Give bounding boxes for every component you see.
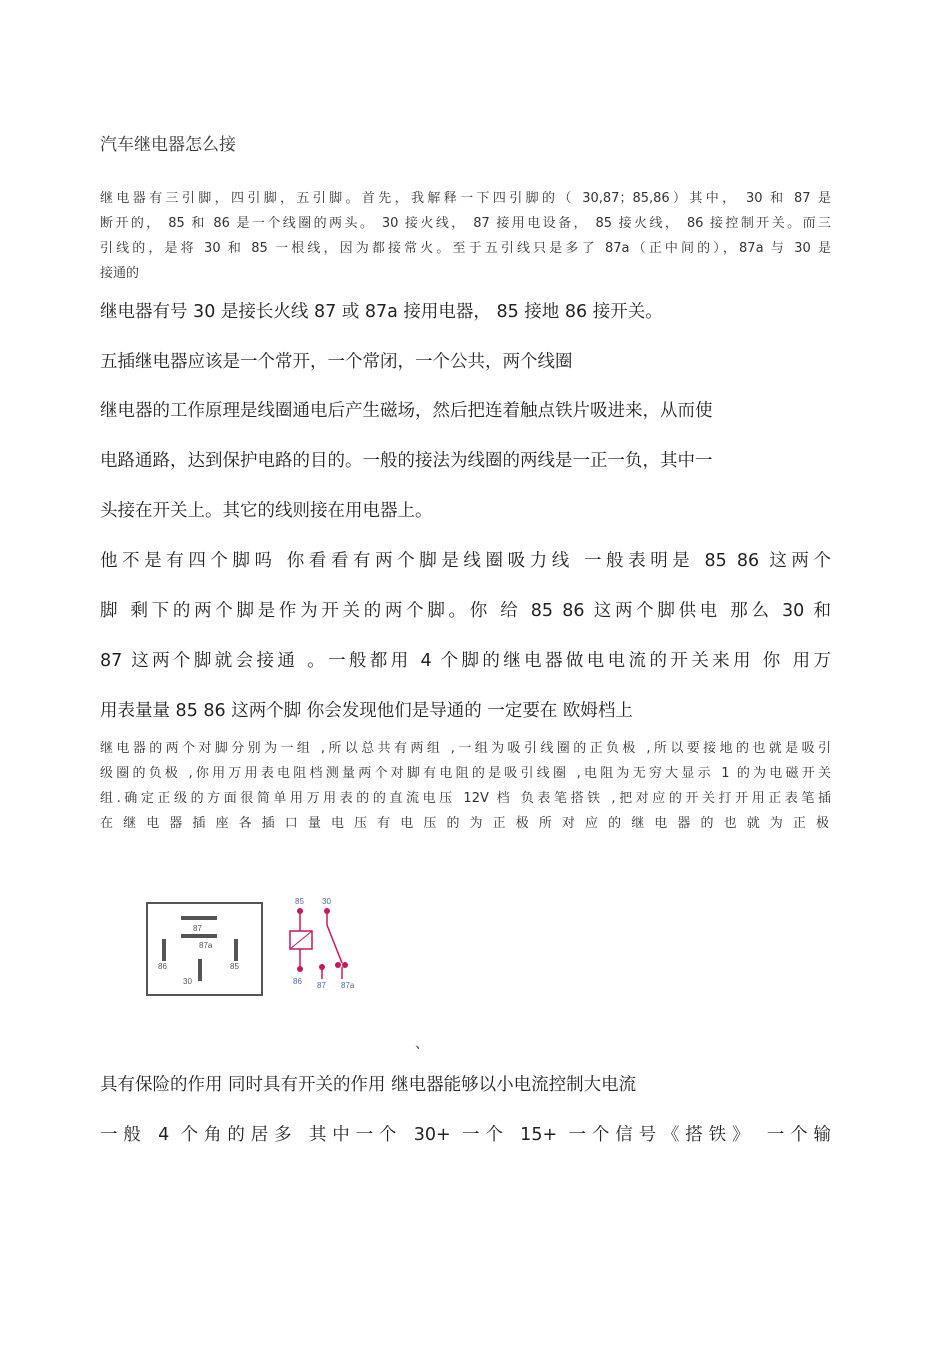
- pin-87a-label: 87a: [199, 941, 213, 950]
- pin-85-terminal: [234, 939, 238, 961]
- body-line: 继电器有号 30 是接长火线 87 或 87a 接用电器， 85 接地 86 接开关。: [100, 302, 663, 322]
- schematic-87a-label: 87a: [341, 981, 355, 990]
- schematic-85-label: 85: [295, 897, 304, 906]
- relay-pin-diagram: [145, 893, 370, 998]
- pin-87-label: 87: [193, 924, 202, 933]
- small-paragraph-line: 断开的， 85 和 86 是一个线圈的两头。 30 接火线， 87 接用电设备， 85 接火线， 86 接控制开关。而三: [100, 216, 831, 231]
- medium-paragraph-line: 级圈的负极 ,你用万用表电阻档测量两个对脚有电阻的是吸引线圈 ,电阻为无穷大显示 1 的为电磁开关: [100, 766, 831, 781]
- document-title: 汽车继电器怎么接: [100, 135, 236, 155]
- medium-paragraph-line: 组.确定正级的方面很简单用万用表的的直流电压 12V 档 负表笔搭铁 ,把对应的开关打开用正表笔插: [100, 791, 831, 806]
- body-line: 他不是有四个脚吗 你看看有两个脚是线圈吸力线 一般表明是 85 86 这两个: [100, 551, 831, 571]
- body-line: 头接在开关上。其它的线则接在用电器上。: [100, 501, 433, 521]
- body-line: 五插继电器应该是一个常开，一个常闭，一个公共，两个线圈: [100, 352, 573, 372]
- schematic-86-label: 86: [293, 977, 302, 986]
- small-paragraph-line: 继电器有三引脚，四引脚，五引脚。首先，我解释一下四引脚的（ 30,87；85,86）其中， 30 和 87 是: [100, 191, 831, 206]
- schematic-87a-node-left: [335, 962, 341, 968]
- pin-86-label: 86: [158, 962, 167, 971]
- small-paragraph-line: 引线的，是将 30 和 85 一根线，因为都接常火。至于五引线只是多了 87a（正中间的），87a 与 30 是: [100, 241, 831, 256]
- schematic-coil-diagonal: [290, 931, 312, 949]
- body-line: 电路通路，达到保护电路的目的。一般的接法为线圈的两线是一正一负，其中一: [100, 451, 713, 471]
- schematic-switch-arm: [327, 925, 342, 963]
- pin-87-terminal: [181, 916, 217, 920]
- pin-87a-terminal: [181, 934, 217, 938]
- body-line: 脚 剩下的两个脚是作为开关的两个脚。你 给 85 86 这两个脚供电 那么 30 和: [100, 601, 831, 621]
- schematic-87-label: 87: [317, 981, 326, 990]
- pin-85-label: 85: [230, 962, 239, 971]
- pin-30-terminal: [198, 959, 202, 981]
- body-line: 87 这两个脚就会接通 。一般都用 4 个脚的继电器做电电流的开关来用 你 用万: [100, 651, 831, 671]
- schematic-86-node: [297, 966, 303, 972]
- medium-paragraph-line: 在继电器插座各插口量电压有电压的为正极所对应的继电器的也就为正极: [100, 816, 831, 831]
- body-line: 继电器的工作原理是线圈通电后产生磁场，然后把连着触点铁片吸进来，从而使: [100, 401, 713, 421]
- pin-30-label: 30: [183, 977, 192, 986]
- stray-punctuation-mark: 、: [415, 1036, 429, 1052]
- small-paragraph-line: 接通的: [100, 266, 140, 281]
- pin-86-terminal: [162, 939, 166, 961]
- body-line: 一般 4 个角的居多 其中一个 30+ 一个 15+ 一个信号《搭铁》 一个输: [100, 1125, 831, 1145]
- medium-paragraph-line: 继电器的两个对脚分别为一组 ,所以总共有两组 ,一组为吸引线圈的正负极 ,所以要接地的也就是吸引: [100, 741, 831, 756]
- schematic-30-label: 30: [322, 897, 331, 906]
- body-line: 用表量量 85 86 这两个脚 你会发现他们是导通的 一定要在 欧姆档上: [100, 701, 633, 721]
- schematic-87a-node-right: [342, 962, 348, 968]
- schematic-87-node: [319, 964, 325, 970]
- body-line: 具有保险的作用 同时具有开关的作用 继电器能够以小电流控制大电流: [100, 1075, 637, 1095]
